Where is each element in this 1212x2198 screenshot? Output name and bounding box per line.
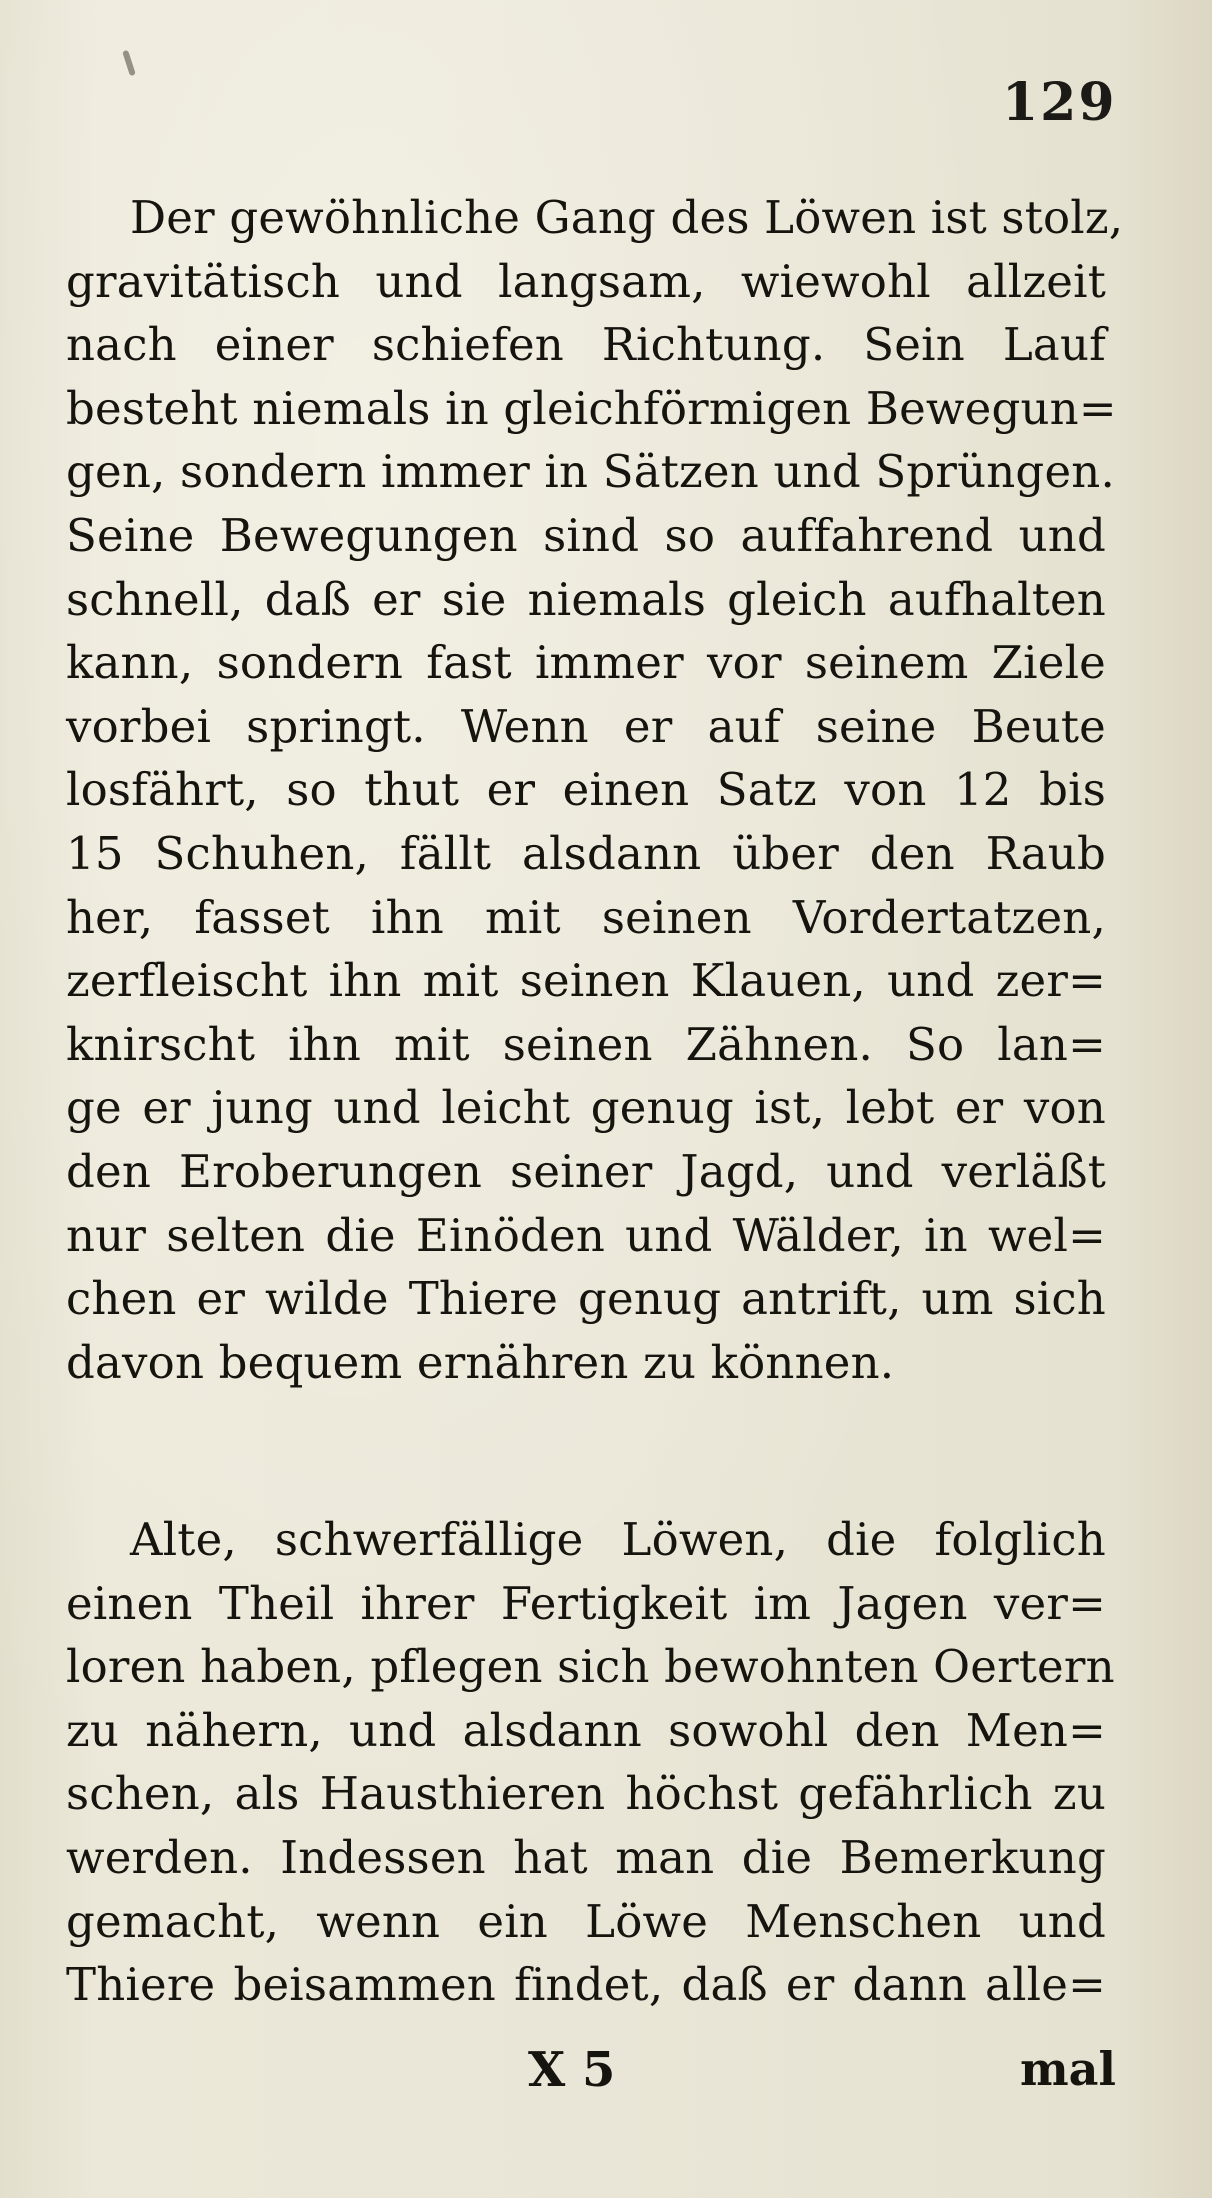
text-line: werden. Indessen hat man die Bemerkung: [66, 1830, 1106, 1884]
page-number: 129: [1002, 72, 1117, 133]
text-line: nach einer schiefen Richtung. Sein Lauf: [66, 318, 1106, 372]
text-line: besteht niemals in gleichförmigen Bewegun=: [66, 381, 1117, 435]
text-line: schnell, daß er sie niemals gleich aufhalten: [66, 572, 1106, 626]
text-line: gravitätisch und langsam, wiewohl allzeit: [66, 254, 1106, 308]
text-line: 15 Schuhen, fällt alsdann über den Raub: [66, 826, 1106, 880]
text-line: Seine Bewegungen sind so auffahrend und: [66, 508, 1106, 562]
paragraph-2: [66, 1508, 1115, 2017]
text-line: einen Theil ihrer Fertigkeit im Jagen ver=: [66, 1576, 1106, 1630]
signature-mark: X 5: [528, 2042, 616, 2098]
text-line: gemacht, wenn ein Löwe Menschen und: [66, 1894, 1106, 1948]
text-line: schen, als Hausthieren höchst gefährlich zu: [66, 1767, 1106, 1821]
text-line: zu nähern, und alsdann sowohl den Men=: [66, 1703, 1106, 1757]
text-line: chen er wilde Thiere genug antrift, um sich: [66, 1272, 1106, 1326]
text-line: ge er jung und leicht genug ist, lebt er von: [66, 1081, 1106, 1135]
catchword: mal: [1020, 2042, 1116, 2096]
text-line: Thiere beisammen findet, daß er dann alle=: [66, 1958, 1106, 2012]
text-line: her, fasset ihn mit seinen Vordertatzen,: [66, 890, 1106, 944]
text-line: knirscht ihn mit seinen Zähnen. So lan=: [66, 1017, 1106, 1071]
text-line: den Eroberungen seiner Jagd, und verläßt: [66, 1144, 1106, 1198]
text-line: gen, sondern immer in Sätzen und Sprüngen.: [66, 445, 1115, 499]
text-line: nur selten die Einöden und Wälder, in wel=: [66, 1208, 1106, 1262]
text-line: losfährt, so thut er einen Satz von 12 bis: [66, 763, 1106, 817]
text-line: vorbei springt. Wenn er auf seine Beute: [66, 699, 1106, 753]
text-line: zerfleischt ihn mit seinen Klauen, und zer=: [66, 954, 1106, 1008]
text-line: Der gewöhnliche Gang des Löwen ist stolz,: [130, 191, 1124, 244]
text-line: Alte, schwerfällige Löwen, die folglich: [130, 1513, 1106, 1566]
ink-mark: [122, 50, 136, 77]
text-line: kann, sondern fast immer vor seinem Ziele: [66, 636, 1106, 690]
text-line: davon bequem ernähren zu können.: [66, 1335, 895, 1389]
text-line: loren haben, pflegen sich bewohnten Oertern: [66, 1640, 1115, 1694]
paragraph-1: [66, 186, 1124, 1394]
